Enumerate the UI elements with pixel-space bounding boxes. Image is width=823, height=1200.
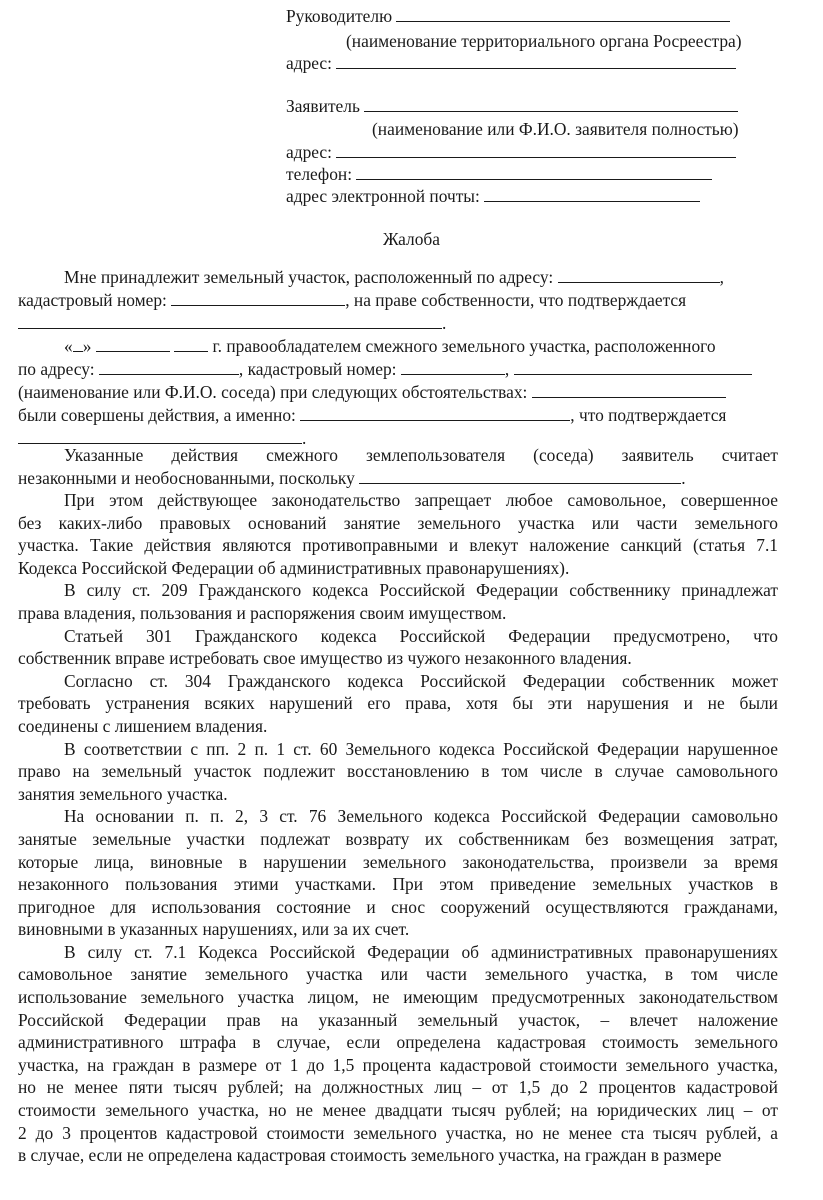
paragraph-line: Согласно ст. 304 Гражданского кодекса Российской Федерации собственник может (64, 670, 778, 691)
applicant-label: Заявитель (286, 96, 360, 116)
neighbor-line-3 (18, 381, 726, 403)
cadastral-label: кадастровый номер: (18, 290, 167, 310)
paragraph-line: Статьей 301 Гражданского кодекса Российской Федерации предусмотрено, что (64, 625, 778, 646)
paragraph-line: которые лица, виновные в нарушении земельного законодательства, произвели за время (18, 851, 778, 872)
neighbor-text-1: г. правообладателем смежного земельного участка, расположенного (212, 336, 716, 356)
addressee-address-field[interactable] (336, 54, 736, 69)
addressee-label: Руководителю (286, 6, 393, 26)
paragraph-line: 2 до 3 процентов кадастровой стоимости земельного участка, но не менее ста тысяч рублей, а (18, 1122, 778, 1143)
legal-basis-body (18, 489, 778, 1167)
paragraph-line: соединены с лишением владения. (18, 715, 268, 736)
neighbor-cadastral-label: , кадастровый номер: (238, 359, 397, 379)
neighbor-address-label: по адресу: (18, 359, 95, 379)
paragraph-line: В соответствии с пп. 2 п. 1 ст. 60 Земельного кодекса Российской Федерации нарушенное (64, 738, 778, 759)
phone-field[interactable] (356, 165, 712, 180)
reason-field[interactable] (359, 469, 681, 484)
ownership-line-2 (18, 289, 778, 311)
paragraph-line: занятые земельные участки подлежат возврату их собственникам без возмещения затрат, (18, 828, 778, 849)
legal-paragraph (18, 670, 778, 738)
paragraph-line: В силу ст. 209 Гражданского кодекса Российской Федерации собственнику принадлежат (64, 580, 778, 601)
punct: , (504, 359, 510, 379)
neighbor-line-2 (18, 358, 752, 380)
email-label: адрес электронной почты: (286, 186, 480, 206)
paragraph-line: Кодекса Российской Федерации об административных правонарушениях). (18, 557, 570, 578)
paragraph-line: виновными в указанных нарушениях, или за их счет. (18, 919, 410, 940)
applicant-line (286, 95, 738, 117)
neighbor-name-field[interactable] (514, 360, 752, 375)
legal-paragraph (18, 579, 778, 624)
legal-paragraph (18, 625, 778, 670)
paragraph-line: пригодное для использования состояние и снос сооружений осуществляются гражданами, (18, 896, 778, 917)
paragraph-line: незаконного пользования этими участками. При этом приведение земельных участков в (18, 874, 778, 895)
own-address-field[interactable] (558, 268, 720, 283)
applicant-address-label: адрес: (286, 142, 332, 162)
paragraph-line: требовать устранения всяких нарушений его права, хотя бы эти нарушения и не были (18, 693, 778, 714)
paragraph-line: самовольное занятие земельного участка или части земельного участка, в том числе (18, 964, 778, 985)
day-field[interactable] (73, 337, 83, 352)
addressee-line (286, 5, 730, 27)
neighbor-line-1 (64, 335, 716, 357)
year-field[interactable] (174, 337, 208, 352)
addressee-address-line (286, 52, 736, 74)
month-field[interactable] (96, 337, 170, 352)
punct: . (302, 428, 307, 448)
paragraph-line: участка, на граждан в размере от 1 до 1,5 процента кадастровой стоимости земельного участка, (18, 1054, 778, 1075)
legal-paragraph (18, 489, 778, 579)
applicant-address-field[interactable] (336, 143, 736, 158)
punct: . (681, 468, 686, 488)
email-field[interactable] (484, 187, 700, 202)
actions-proof-field[interactable] (18, 429, 302, 444)
unlawful-line-1: Указанные действия смежного землепользователя (соседа) заявитель считает (64, 445, 778, 465)
document-title: Жалоба (383, 229, 440, 249)
addressee-field[interactable] (396, 7, 730, 22)
cadastral-group (18, 289, 686, 311)
actions-field[interactable] (300, 406, 570, 421)
unlawful-text: незаконными и необоснованными, поскольку (18, 468, 355, 488)
paragraph-line: право на земельный участок подлежит восстановлению в том числе в случае самовольного (18, 761, 778, 782)
neighbor-address-field[interactable] (99, 360, 239, 375)
unlawful-line-2 (18, 467, 686, 489)
ownership-line-3 (18, 312, 446, 334)
quote-open: « (64, 336, 73, 356)
paragraph-line: На основании п. п. 2, 3 ст. 76 Земельного кодекса Российской Федерации самовольно (64, 806, 778, 827)
ownership-text: Мне принадлежит земельный участок, расположенный по адресу: (64, 267, 554, 287)
paragraph-line: без каких-либо правовых оснований занятие земельного участка или части земельного (18, 512, 778, 533)
ownership-line-1 (64, 266, 724, 288)
addressee-address-label: адрес: (286, 53, 332, 73)
paragraph-line: участка. Такие действия являются противоправными и влекут наложение санкций (статья 7.1 (18, 535, 778, 556)
paragraph-line: стоимости земельного участка, но не менее двадцати тысяч рублей; на юридических лиц – от (18, 1100, 778, 1121)
phone-label: телефон: (286, 164, 353, 184)
legal-paragraph (18, 805, 778, 941)
circumstances-field[interactable] (532, 383, 726, 398)
applicant-address-line (286, 141, 736, 163)
neighbor-line-4 (18, 404, 726, 426)
paragraph-line: но не менее пяти тысяч рублей; на должностных лиц – от 1,5 до 2 процентов кадастровой (18, 1077, 778, 1098)
paragraph-line: в случае, если не определена кадастровая стоимость земельного участка, на граждан в размере (18, 1145, 722, 1166)
paragraph-line: Российской Федерации прав на указанный земельный участок, – влечет наложение (18, 1009, 778, 1030)
paragraph-line: занятия земельного участка. (18, 783, 228, 804)
applicant-hint: (наименование или Ф.И.О. заявителя полностью) (372, 119, 739, 139)
paragraph-line: В силу ст. 7.1 Кодекса Российской Федерации об административных правонарушениях (64, 941, 778, 962)
legal-paragraph (18, 738, 778, 806)
quote-close: » (82, 336, 92, 356)
actions-confirm-text: , что подтверждается (570, 405, 727, 425)
punct: . (442, 313, 447, 333)
addressee-hint: (наименование территориального органа Росреестра) (346, 31, 742, 51)
applicant-field[interactable] (364, 97, 738, 112)
actions-label: были совершены действия, а именно: (18, 405, 296, 425)
own-cadastral-field[interactable] (171, 291, 345, 306)
legal-paragraph (18, 941, 778, 1167)
phone-line (286, 163, 712, 185)
paragraph-line: административного штрафа в случае, если определена кадастровая стоимость земельного (18, 1032, 778, 1053)
paragraph-line: собственник вправе истребовать свое имущество из чужого незаконного владения. (18, 648, 632, 669)
email-line (286, 185, 700, 207)
circumstances-label: (наименование или Ф.И.О. соседа) при следующих обстоятельствах: (18, 382, 528, 402)
paragraph-line: При этом действующее законодательство запрещает любое самовольное, совершенное (64, 490, 778, 510)
ownership-confirm-text: , на праве собственности, что подтверждается (345, 290, 687, 310)
ownership-proof-field[interactable] (18, 314, 442, 329)
neighbor-cadastral-field[interactable] (401, 360, 505, 375)
punct: , (719, 267, 724, 287)
paragraph-line: использование земельного участка лицом, не имеющим предусмотренных законодательством (18, 987, 778, 1008)
paragraph-line: права владения, пользования и распоряжения своим имуществом. (18, 602, 507, 623)
